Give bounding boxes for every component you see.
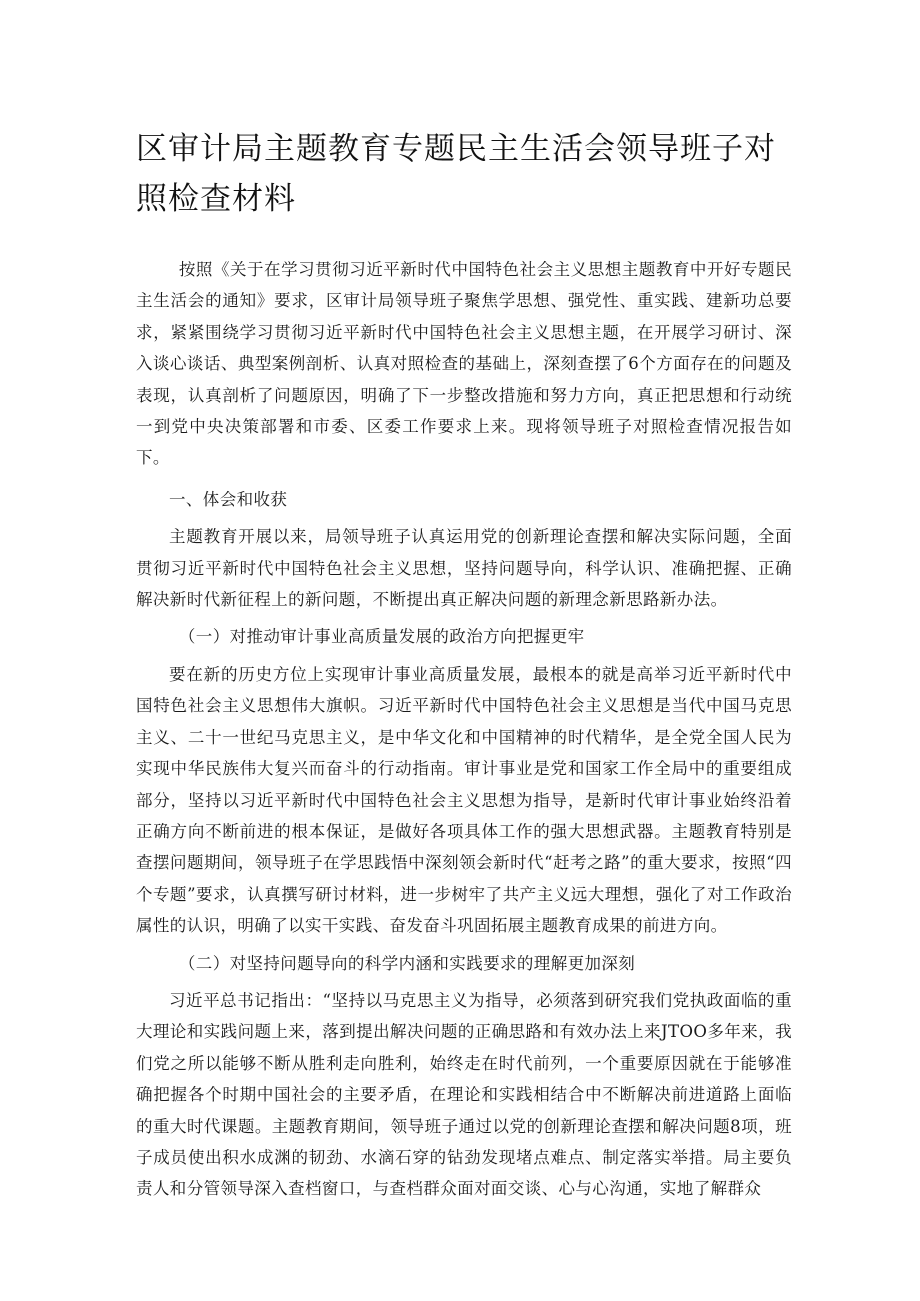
intro-paragraph: 按照《关于在学习贯彻习近平新时代中国特色社会主义思想主题教育中开好专题民主生活会的通知》要求，区审计局领导班子聚焦学思想、强党性、重实践、建新功总要求，紧紧围绕学习贯彻习近平新时代中国特色社会主义思想主题，在开展学习研讨、深入谈心谈话、典型案例剖析、认真对照检查的基础上，深刻查摆了6个方面存在的问题及表现，认真剖析了问题原因，明确了下一步整改措施和努力方向，真正把思想和行动统一到党中央决策部署和市委、区委工作要求上来。现将领导班子对照检查情况报告如下。 — [136, 260, 792, 468]
subsection-2-paragraph: 习近平总书记指出：“坚持以马克思主义为指导，必须落到研究我们党执政面临的重大理论和实践问题上来，落到提出解决问题的正确思路和有效办法上来JTOO多年来，我们党之所以能够不断从胜利走向胜利，始终走在时代前列，一个重要原因就在于能够准确把握各个时期中国社会的主要矛盾，在理论和实践相结合中不断解决前进道路上面临的重大时代课题。主题教育期间，领导班子通过以党的创新理论查摆和解决问题8项，班子成员使出积水成渊的韧劲、水滴石穿的钻劲发现堵点难点、制定落实举措。局主要负责人和分管领导深入查档窗口，与查档群众面对面交谈、心与心沟通，实地了解群众 — [136, 990, 792, 1199]
section-1-paragraph: 主题教育开展以来，局领导班子认真运用党的创新理论查摆和解决实际问题，全面贯彻习近平新时代中国特色社会主义思想，坚持问题导向，科学认识、准确把握、正确解决新时代新征程上的新问题，不断提出真正解决问题的新理念新思路新办法。 — [136, 527, 792, 610]
subsection-heading-1: （一）对推动审计事业高质量发展的政治方向把握更牢 — [178, 627, 585, 647]
spacer — [136, 474, 792, 478]
document-title: 区审计局主题教育专题民主生活会领导班子对照检查材料 — [136, 131, 776, 217]
subsection-heading-2: （二）对坚持问题导向的科学内涵和实践要求的理解更加深刻 — [178, 953, 636, 973]
subsection-1-paragraph: 要在新的历史方位上实现审计事业高质量发展，最根本的就是高举习近平新时代中国特色社会主义思想伟大旗帜。习近平新时代中国特色社会主义思想是当代中国马克思主义、二十一世纪马克思主义，是中华文化和中国精神的时代精华，是全党全国人民为实现中华民族伟大复兴而奋斗的行动指南。审计事业是党和国家工作全局中的重要组成部分，坚持以习近平新时代中国特色社会主义思想为指导，是新时代审计事业始终沿着正确方向不断前进的根本保证，是做好各项具体工作的强大思想武器。主题教育特别是查摆问题期间，领导班子在学思践悟中深刻领会新时代“赶考之路”的重大要求，按照“四个专题”要求，认真撰写研讨材料，进一步树牢了共产主义远大理想，强化了对工作政治属性的认识，明确了以实干实践、奋发奋斗巩固拓展主题教育成果的前进方向。 — [136, 664, 792, 936]
section-heading-1: 一、体会和收获 — [169, 489, 288, 509]
